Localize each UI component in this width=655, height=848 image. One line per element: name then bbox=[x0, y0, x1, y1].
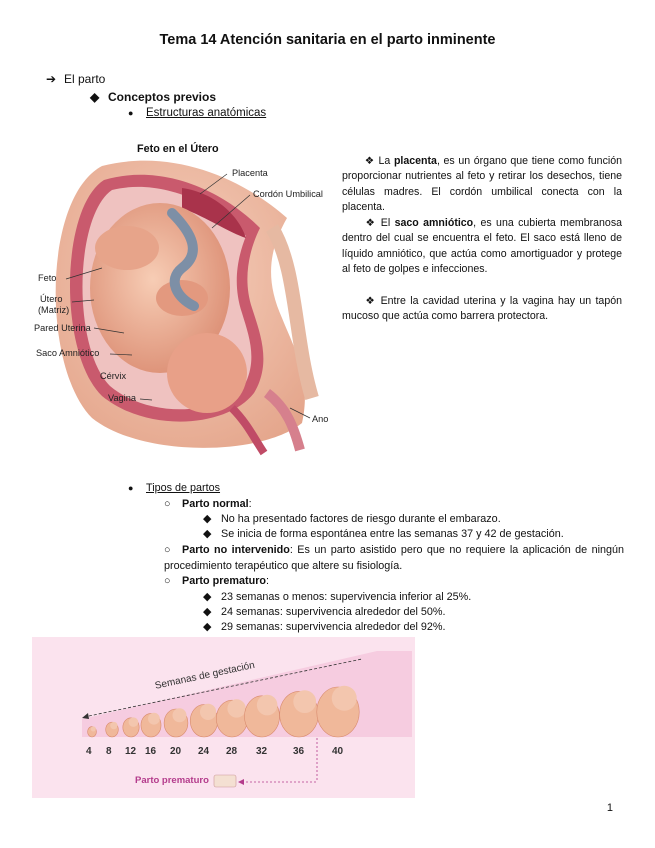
paragraph-saco bbox=[342, 216, 622, 278]
outline-level3 bbox=[128, 107, 266, 119]
parto-prematuro-colon: : bbox=[266, 575, 269, 587]
circle-bullet-icon: ○ bbox=[164, 544, 171, 556]
circle-bullet-icon: ○ bbox=[164, 575, 171, 587]
list-item-text: 23 semanas o menos: supervivencia inferior al 25%. bbox=[221, 591, 472, 603]
paragraph-bullet-icon: ❖ bbox=[364, 217, 377, 229]
embryo-head bbox=[129, 717, 139, 727]
diamond-bullet-icon: ◆ bbox=[203, 528, 212, 540]
outline-level1 bbox=[46, 72, 105, 86]
label-feto: Feto bbox=[38, 273, 57, 283]
weeks-row bbox=[32, 746, 415, 760]
uterus-illustration bbox=[32, 138, 337, 458]
paragraph-bullet-icon: ❖ bbox=[364, 155, 375, 167]
week-label: 36 bbox=[293, 746, 305, 757]
label-saco: Saco Amniótico bbox=[36, 348, 100, 358]
gestation-illustration bbox=[32, 637, 415, 798]
week-label: 24 bbox=[198, 746, 210, 757]
label-pared: Pared Uterina bbox=[34, 323, 91, 333]
p1-text-c: , es un órgano que tiene como función proporcionar nutrientes al feto y retirar los desechos, tiene células madres. El cordón umbilical conecta con la placenta. bbox=[342, 155, 622, 214]
parto-no-intervenido-text: : Es un parto asistido pero que no requiere la aplicación de ningún procedimiento terapéutico que altere su fisiología. bbox=[164, 544, 625, 572]
week-label: 28 bbox=[226, 746, 238, 757]
diamond-bullet-icon: ◆ bbox=[203, 621, 212, 633]
tipos-heading bbox=[128, 481, 220, 497]
page-title: Tema 14 Atención sanitaria en el parto inminente bbox=[159, 32, 496, 48]
p2-text-a: El bbox=[380, 217, 395, 229]
preterm-label: Parto prematuro bbox=[135, 775, 209, 786]
week-label: 16 bbox=[145, 746, 157, 757]
gestation-arc-label: Semanas de gestación bbox=[154, 659, 256, 692]
label-utero: Útero bbox=[40, 294, 63, 304]
p2-text-c: , es una cubierta membranosa dentro del cual se encuentra el feto. El saco está lleno de líquido amniótico, que actúa como amortiguador y protege al feto de golpes e infecciones. bbox=[342, 217, 623, 276]
embryo-head bbox=[91, 726, 96, 731]
outline-l1-text: El parto bbox=[64, 72, 106, 86]
p2-bold: saco amniótico bbox=[394, 217, 474, 229]
label-vagina: Vagina bbox=[108, 393, 136, 403]
diamond-bullet-icon: ◆ bbox=[203, 591, 212, 603]
paragraph-bullet-icon: ❖ bbox=[364, 295, 377, 307]
week-label: 40 bbox=[332, 746, 344, 757]
paragraph-tapon bbox=[342, 294, 622, 325]
page-number: 1 bbox=[606, 802, 613, 814]
uterus-figure-title: Feto en el Útero bbox=[137, 143, 219, 155]
week-label: 4 bbox=[86, 746, 92, 757]
uterus-figure bbox=[32, 138, 337, 458]
label-placenta: Placenta bbox=[232, 168, 268, 178]
week-label: 32 bbox=[256, 746, 268, 757]
list-item bbox=[203, 590, 471, 606]
list-item-text: No ha presentado factores de riesgo durante el embarazo. bbox=[221, 513, 501, 525]
embryo-head bbox=[173, 708, 187, 722]
week-label: 8 bbox=[106, 746, 112, 757]
dot-bullet-icon: ● bbox=[128, 108, 134, 118]
parto-normal bbox=[164, 497, 252, 513]
embryo-head bbox=[227, 699, 245, 717]
p1-text-a: La bbox=[378, 155, 394, 167]
embryo-head bbox=[257, 695, 278, 716]
outline-l3-text: Estructuras anatómicas bbox=[146, 107, 267, 119]
parto-normal-colon: : bbox=[248, 498, 252, 510]
outline-l2-text: Conceptos previos bbox=[108, 90, 217, 104]
p1-bold: placenta bbox=[393, 155, 437, 167]
week-label: 20 bbox=[170, 746, 182, 757]
outline-level2 bbox=[90, 90, 216, 104]
embryo-head bbox=[110, 722, 117, 729]
label-cordon: Cordón Umbilical bbox=[253, 189, 323, 199]
parto-prematuro-label: Parto prematuro bbox=[182, 575, 266, 587]
list-item-text: Se inicia de forma espontánea entre las semanas 37 y 42 de gestación. bbox=[221, 528, 564, 540]
list-item-text: 29 semanas: supervivencia alrededor del 92%. bbox=[221, 621, 446, 633]
arrow-icon: ➔ bbox=[46, 72, 57, 86]
circle-bullet-icon: ○ bbox=[164, 498, 171, 510]
embryo-head bbox=[200, 704, 216, 720]
diamond-bullet-icon: ◆ bbox=[203, 606, 212, 618]
parto-prematuro bbox=[164, 574, 269, 590]
list-item bbox=[203, 512, 501, 528]
list-item bbox=[203, 527, 564, 543]
diamond-bullet-icon: ◆ bbox=[203, 513, 212, 525]
p3-text: Entre la cavidad uterina y la vagina hay un tapón mucoso que actúa como barrera protectora. bbox=[342, 295, 623, 323]
parto-no-intervenido-label: Parto no intervenido bbox=[182, 544, 290, 556]
list-item-text: 24 semanas: supervivencia alrededor del 50%. bbox=[221, 606, 446, 618]
label-matriz: (Matriz) bbox=[38, 305, 70, 315]
dot-bullet-icon: ● bbox=[128, 483, 134, 493]
tipos-heading-text: Tipos de partos bbox=[146, 482, 221, 494]
parto-normal-label: Parto normal bbox=[182, 498, 249, 510]
diamond-bullet-icon: ◆ bbox=[90, 90, 100, 104]
gestation-figure bbox=[32, 637, 415, 798]
label-ano: Ano bbox=[312, 414, 329, 424]
embryo-head bbox=[148, 713, 160, 725]
week-label: 12 bbox=[125, 746, 137, 757]
parto-no-intervenido bbox=[164, 543, 624, 574]
embryo-head bbox=[332, 686, 357, 711]
paragraph-placenta bbox=[342, 154, 622, 216]
list-item bbox=[203, 620, 445, 636]
label-cervix: Cérvix bbox=[100, 371, 127, 381]
list-item bbox=[203, 605, 445, 621]
embryo-head bbox=[293, 690, 316, 713]
